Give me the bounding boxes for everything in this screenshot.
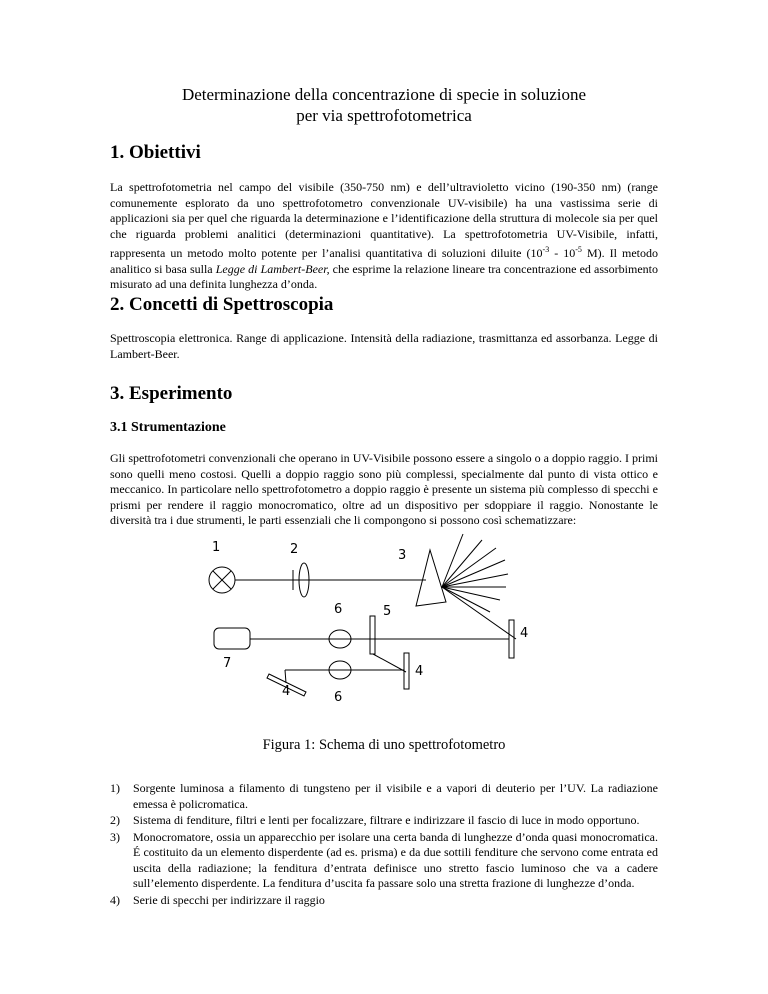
- lambert-beer-law: Legge di Lambert-Beer,: [215, 261, 330, 276]
- list-number: 1): [110, 781, 120, 795]
- list-text: Serie di specchi per indirizzare il raggio: [133, 892, 325, 907]
- paragraph-text: La spettrofotometria nel campo del visibile (350-750 nm) e dell’ultravioletto vicino (190-350 nm) (range comunemente esplorato da uno spettrofotometro convenzionale UV-visibile) ha una vastissima serie di applicazioni sia per quel che riguarda la determinazione e l’identificazione della struttura di molecole sia per quel che riguarda problemi analitici (determinazioni quantitative). La spettrofotometria UV-Visibile, infatti, rappresenta un metodo molto potente per l’analisi quantitativa di soluzioni diluite (10: [110, 180, 658, 260]
- document-title-line-1: Determinazione della concentrazione di specie in soluzione: [181, 85, 587, 104]
- diagram-label: 4: [282, 684, 291, 699]
- diagram-label: 6: [334, 602, 343, 617]
- figure-caption: Figura 1: Schema di uno spettrofotometro: [262, 737, 506, 753]
- paragraph-text: M). Il metodo analitico si basa sulla: [110, 246, 659, 276]
- diagram-label: 4: [520, 626, 529, 641]
- exponent: -3: [542, 245, 550, 254]
- list-item: [110, 830, 658, 892]
- subsection-heading-strumentazione: 3.1 Strumentazione: [110, 420, 226, 435]
- section-heading-concetti: 2. Concetti di Spettroscopia: [110, 294, 334, 315]
- section-heading-esperimento: 3. Esperimento: [110, 383, 233, 404]
- list-text: Sistema di fenditure, filtri e lenti per focalizzare, filtrare e indirizzare il fascio di luce in modo opportuno.: [133, 813, 640, 827]
- list-number: 4): [110, 892, 120, 907]
- section-heading-obiettivi: 1. Obiettivi: [110, 142, 201, 163]
- diagram-label: 4: [415, 664, 424, 679]
- diagram-label: 5: [383, 604, 392, 619]
- document-title-line-2: per via spettrofotometrica: [296, 106, 472, 125]
- paragraph-obiettivi: [110, 180, 658, 293]
- diagram-label: 1: [212, 540, 221, 555]
- list-item: [110, 893, 658, 909]
- list-item: [110, 813, 658, 829]
- list-number: 3): [110, 829, 120, 844]
- diagram-label: 3: [398, 548, 407, 563]
- list-number: 2): [110, 813, 120, 827]
- paragraph-text: che esprime la relazione lineare tra concentrazione ed assorbimento misurato ad una definita lunghezza d’onda.: [110, 261, 658, 291]
- diagram-label: 7: [223, 656, 232, 671]
- paragraph-concetti: Spettroscopia elettronica. Range di applicazione. Intensità della radiazione, trasmittanza ed assorbanza. Legge di Lambert-Beer.: [110, 331, 658, 361]
- diagram-labels: [190, 532, 550, 727]
- diagram-label: 2: [290, 542, 299, 557]
- list-text: Monocromatore, ossia un apparecchio per isolare una certa banda di lunghezze d’onda quasi monocromatica. É costituito da un elemento disperdente (ad es. prisma) e da due sottili fenditure che servono come entrata ed uscita della radiazione; la fenditura d’entrata definisce uno stretto fascio luminoso che va a cadere sull’elemento disperdente. La fenditura d’uscita fa passare solo una stretta frazione di lunghezze d’onda.: [133, 829, 658, 890]
- list-item: [110, 781, 658, 812]
- diagram-label: 6: [334, 690, 343, 705]
- paragraph-text: - 10: [549, 246, 576, 260]
- list-text: Sorgente luminosa a filamento di tungsteno per il visibile e a vapori di deuterio per l’UV. La radiazione emessa è policromatica.: [133, 781, 658, 811]
- components-list: [110, 781, 658, 908]
- paragraph-strumentazione: Gli spettrofotometri convenzionali che operano in UV-Visibile possono essere a singolo o a doppio raggio. I primi sono quelli meno costosi. Quelli a doppio raggio sono più complessi, specialmente dal punto di vista ottico e meccanico. In particolare nello spettrofotometro a doppio raggio è presente un sistema più complesso di specchi e prismi per rendere il raggio monocromatico, oltre ad un dispositivo per sdoppiare il raggio. Nonostante le diversità tra i due strumenti, le parti essenziali che li compongono si possono così schematizzare:: [110, 451, 658, 527]
- exponent: -5: [575, 245, 582, 254]
